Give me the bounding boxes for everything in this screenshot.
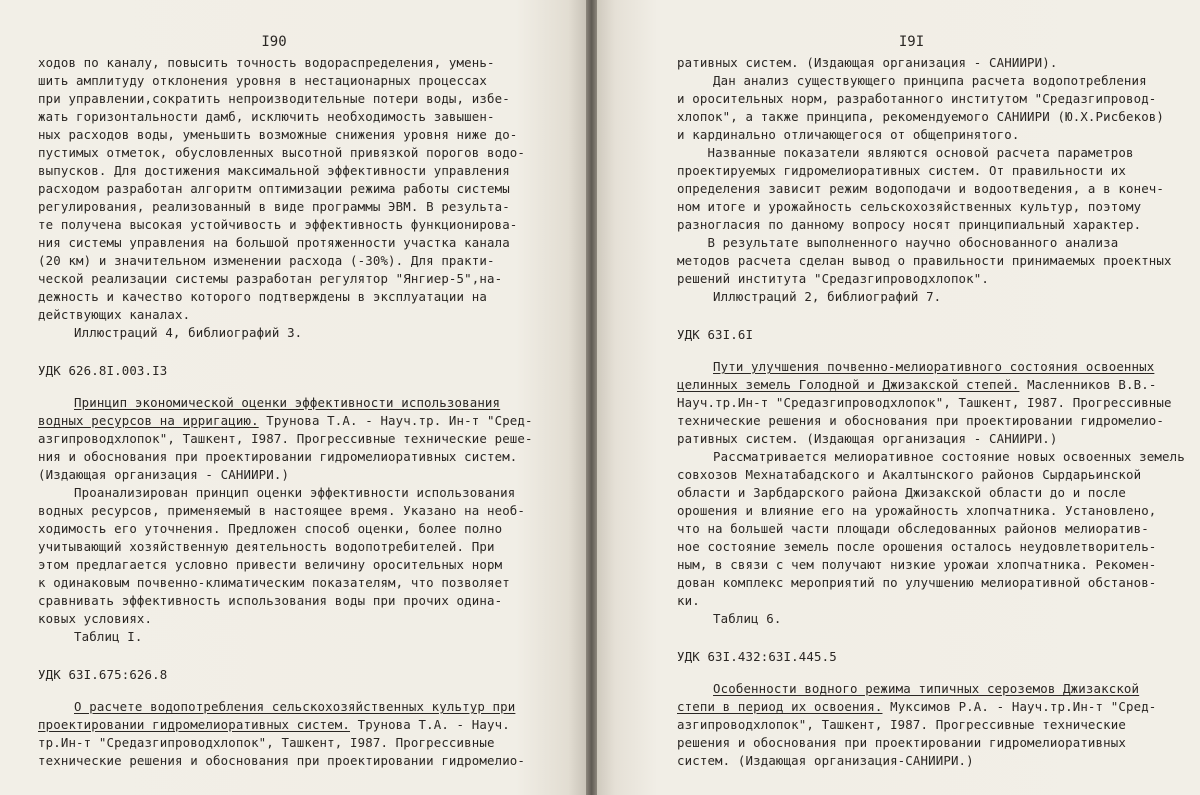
right-page <box>597 0 1200 795</box>
continuation-abstract: Дан анализ существующего принципа расчета водопотребления и оросительных норм, разработанного институтом "Средазгипровод- хлопок", а также принципа, рекомендуемого САНИИРИ (Ю.Х.Рисбеков) и кардинально отличающегося от общепринятого. Названные показатели являются основой расчета параметров проектируемых гидромелиоративных систем. От правильности их определения зависит режим водоподачи и водоотведения, а в конеч- ном итоге и урожайность сельскохозяйственных культур, поэтому разногласия по данному вопросу носят принципиальный характер. В результате выполненного научно обоснованного анализа методов расчета сделан вывод о правильности принимаемых проектных решений института "Средазгипроводхлопок". <box>677 73 1172 286</box>
abstract-entry <box>677 326 1186 628</box>
continuation-text: ходов по каналу, повысить точность водораспределения, умень- шить амплитуду отклонения уровня в нестационарных процессах при управлении,сократить непроизводительные потери воды, избе- жать горизонтальности дамб, исключить необходимость завышен- ных расходов воды, уменьшить возможные снижения уровня ниже до- пустимых отметок, обусловленных высотной привязкой порогов водо- выпусков. Для достижения максимальной эффективности управления расходом разработан алгоритм оптимизации режима работы системы регулирования, реализованный в виде программы ЭВМ. В результа- те получена высокая устойчивость и эффективность функционирова- ния системы управления на большой протяженности участка канала (20 км) и значительном изменении расхода (-30%). Для практи- ческой реализации системы разработан регулятор "Янгиер-5",на- дежность и качество которого подтверждены в эксплуатации на действующих каналах. <box>38 55 526 322</box>
entry-title: Пути улучшения почвенно-мелиоративного состояния освоенных целинных земель Голодной и Джизакской степей. <box>677 359 1155 392</box>
page-number: I90 <box>261 34 287 50</box>
illustration-note: Иллюстраций 4, библиографий 3. <box>74 325 303 340</box>
entry-citation: Масленников В.В.- Науч.тр.Ин-т "Средазгипроводхлопок", Ташкент, I987. Прогрессивные технические решения и обоснования при проектировании гидромелио- ративных систем. (Издающая организация - САНИИРИ.) <box>677 377 1172 446</box>
entry-heading <box>677 680 1186 770</box>
continuation-text: ративных систем. (Издающая организация - САНИИРИ). <box>677 55 1058 70</box>
udk-code: УДК 63I.675:626.8 <box>38 667 168 682</box>
udk-code: УДК 63I.6I <box>677 327 754 342</box>
book-gutter <box>586 0 597 795</box>
entry-footer: Таблиц 6. <box>713 611 782 626</box>
entry-footer: Таблиц I. <box>74 629 143 644</box>
left-page <box>0 0 586 795</box>
page-number: I9I <box>898 34 925 50</box>
entry-heading <box>38 698 570 770</box>
udk-code: УДК 626.8I.003.I3 <box>38 363 168 378</box>
illustration-note: Иллюстраций 2, библиографий 7. <box>713 289 942 304</box>
entry-citation: Муксимов Р.А. - Науч.тр.Ин-т "Сред- азгипроводхлопок", Ташкент, I987. Прогрессивные технические решения и обоснования при проектировании гидромелиоративных систем. (Издающая организация-САНИИРИ.) <box>677 699 1157 768</box>
entry-abstract: Рассматривается мелиоративное состояние новых освоенных земель совхозов Мехнатабадского и Акалтынского районов Сырдарьинской области и Зарбдарского района Джизакской области до и после орошения и влияние его на урожайность хлопчатника. Установлено, что на большей части площади обследованных районов мелиоратив- ное состояние земель после орошения осталось неудовлетворитель- ным, в связи с чем получают низкие урожаи хлопчатника. Рекомен- дован комплекс мероприятий по улучшению мелиоративной обстанов- ки. <box>677 449 1185 608</box>
abstract-entry <box>38 666 570 770</box>
abstract-entry <box>38 362 570 646</box>
entry-abstract: Проанализирован принцип оценки эффективности использования водных ресурсов, применяемый в настоящее время. Указано на необ- ходимость его уточнения. Предложен способ оценки, более полно учитывающий хозяйственную деятельность водопотребителей. При этом предлагается условно привести величину оросительных норм к одинаковым почвенно-климатическим показателям, что позволяет сравнивать эффективность использования воды при прочих одина- ковых условиях. <box>38 485 526 626</box>
udk-code: УДК 63I.432:63I.445.5 <box>677 649 837 664</box>
entry-title: О расчете водопотребления сельскохозяйственных культур при проектировании гидромелиоративных систем. <box>38 699 516 732</box>
entry-citation: Трунова Т.А. - Науч. тр.Ин-т "Средазгипроводхлопок", Ташкент, I987. Прогрессивные технические решения и обоснования при проектировании гидромелио- <box>38 717 526 768</box>
entry-heading <box>677 358 1186 448</box>
entry-title: Принцип экономической оценки эффективности использования водных ресурсов на ирригацию. <box>38 395 501 428</box>
entry-title: Особенности водного режима типичных сероземов Джизакской степи в период их освоения. <box>677 681 1140 714</box>
entry-citation: Трунова Т.А. - Науч.тр. Ин-т "Сред- азгипроводхлопок", Ташкент, I987. Прогрессивные технические реше- ния и обоснования при проектировании гидромелиоративных систем. (Издающая организация - САНИИРИ.) <box>38 413 533 482</box>
abstract-entry <box>677 648 1186 770</box>
entry-heading <box>38 394 570 484</box>
